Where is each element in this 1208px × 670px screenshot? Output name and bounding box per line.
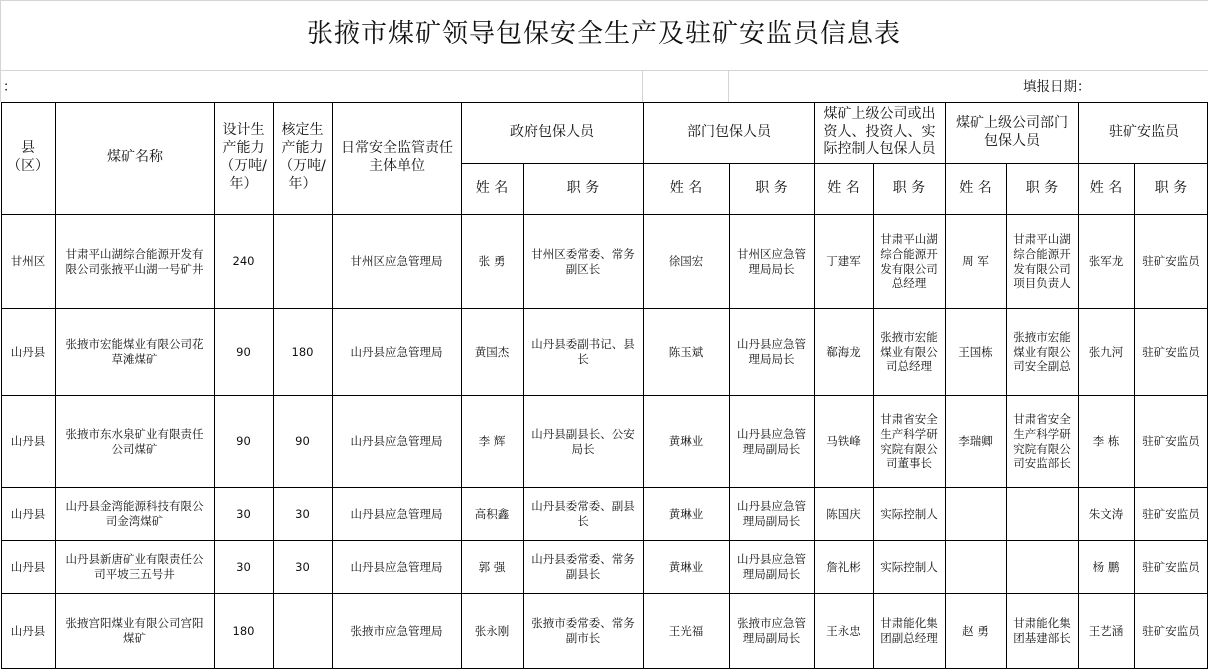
parent-name-cell: 詹礼彬	[826, 559, 861, 574]
header-position-col: 职 务	[1025, 180, 1059, 197]
dept-position-cell: 山丹县应急管理局局长	[737, 337, 806, 366]
parent-dept-name-cell: 赵 勇	[962, 623, 989, 638]
dept-name-cell: 黄琳业	[668, 559, 704, 574]
approved-capacity-cell	[275, 595, 330, 667]
fill-unit-label: ：	[3, 79, 17, 96]
resident-name-cell: 杨 鹏	[1092, 559, 1120, 574]
header-resident-group: 驻矿安监员	[1109, 123, 1179, 140]
header-name-col: 姓 名	[1089, 180, 1123, 197]
header-approved-capacity: 核定生产能力（万吨/年）	[279, 122, 326, 192]
county-cell: 山丹县	[10, 559, 46, 574]
header-gov-group: 政府包保人员	[510, 123, 594, 140]
dept-position-cell: 张掖市应急管理局副局长	[737, 616, 806, 645]
design-capacity-cell: 90	[236, 434, 251, 449]
county-cell: 甘州区	[10, 254, 46, 269]
county-cell: 山丹县	[10, 623, 46, 638]
mine-name-cell: 甘肃平山湖综合能源开发有限公司张掖平山湖一号矿井	[65, 246, 204, 276]
gov-name-cell: 高积鑫	[474, 506, 510, 521]
dept-position-cell: 山丹县应急管理局副局长	[737, 499, 806, 528]
header-design-capacity: 设计生产能力（万吨/年）	[220, 122, 267, 192]
header-supervisor-unit: 日常安全监管责任主体单位	[341, 140, 453, 174]
header-position-col: 职 务	[1154, 180, 1188, 197]
dept-position-cell: 甘州区应急管理局局长	[737, 246, 806, 276]
header-name-col: 姓 名	[827, 180, 860, 197]
gov-name-cell: 郭 强	[478, 559, 506, 574]
parent-position-cell: 甘肃能化集团副总经理	[880, 616, 938, 645]
mine-name-cell: 张掖市宏能煤业有限公司花草滩煤矿	[65, 337, 204, 366]
gov-position-cell: 甘州区委常委、常务副区长	[531, 246, 635, 276]
parent-name-cell: 陈国庆	[826, 506, 861, 521]
approved-capacity-cell: 30	[295, 506, 310, 521]
dept-name-cell: 黄琳业	[668, 506, 704, 521]
design-capacity-cell: 30	[236, 506, 251, 521]
gov-position-cell: 张掖市委常委、常务副市长	[531, 616, 635, 645]
parent-name-cell: 马铁峰	[826, 434, 861, 449]
gov-position-cell: 山丹县副县长、公安局长	[531, 426, 635, 456]
header-name-col: 姓 名	[475, 180, 509, 197]
header-dept-group: 部门包保人员	[687, 123, 771, 140]
approved-capacity-cell: 180	[291, 344, 314, 359]
parent-position-cell: 实际控制人	[880, 506, 938, 521]
gov-position-cell: 山丹县委常委、常务副县长	[531, 552, 635, 581]
page-title: 张掖市煤矿领导包保安全生产及驻矿安监员信息表	[306, 19, 901, 50]
resident-position-cell: 驻矿安监员	[1142, 344, 1200, 359]
supervisor-unit-cell: 山丹县应急管理局	[350, 506, 443, 521]
header-name-col: 姓 名	[669, 180, 703, 197]
parent-dept-position-cell	[1008, 542, 1076, 592]
header-name-col: 姓 名	[959, 180, 992, 197]
dept-name-cell: 王光福	[668, 623, 704, 638]
header-position-col: 职 务	[892, 180, 926, 197]
dept-name-cell: 黄琳业	[668, 434, 704, 449]
header-parent-dept-group: 煤矿上级公司部门包保人员	[956, 114, 1068, 149]
design-capacity-cell: 180	[232, 623, 255, 638]
resident-position-cell: 驻矿安监员	[1142, 434, 1200, 449]
parent-name-cell: 王永忠	[826, 623, 861, 638]
mine-name-cell: 张掖宫阳煤业有限公司宫阳煤矿	[65, 616, 204, 645]
mine-name-cell: 山丹县金湾能源科技有限公司金湾煤矿	[65, 499, 204, 528]
gov-name-cell: 黄国杰	[474, 344, 510, 359]
gov-name-cell: 张永刚	[474, 623, 510, 638]
resident-name-cell: 李 栋	[1092, 434, 1120, 449]
parent-dept-position-cell: 甘肃平山湖综合能源开发有限公司项目负责人	[1013, 232, 1071, 291]
parent-position-cell: 张掖市宏能煤业有限公司总经理	[880, 329, 938, 374]
header-parent-group: 煤矿上级公司或出资人、投资人、实际控制人包保人员	[823, 105, 936, 158]
supervisor-unit-cell: 甘州区应急管理局	[350, 254, 443, 269]
dept-position-cell: 山丹县应急管理局副局长	[737, 426, 806, 456]
county-cell: 山丹县	[10, 344, 46, 359]
approved-capacity-cell: 30	[295, 559, 310, 574]
fill-date-label: 填报日期：	[1023, 79, 1091, 96]
parent-dept-position-cell: 张掖市宏能煤业有限公司安全副总	[1013, 329, 1071, 374]
resident-position-cell: 驻矿安监员	[1142, 506, 1200, 521]
parent-dept-position-cell: 甘肃能化集团基建部长	[1013, 616, 1071, 645]
dept-position-cell: 山丹县应急管理局副局长	[737, 552, 806, 581]
mine-name-cell: 山丹县新唐矿业有限责任公司平坡三五号井	[65, 552, 204, 581]
parent-name-cell: 丁建军	[826, 254, 861, 269]
resident-name-cell: 朱文涛	[1088, 506, 1124, 521]
dept-name-cell: 陈玉斌	[668, 344, 704, 359]
resident-position-cell: 驻矿安监员	[1142, 559, 1200, 574]
parent-dept-name-cell	[947, 489, 1004, 539]
parent-name-cell: 郗海龙	[826, 344, 861, 359]
design-capacity-cell: 30	[236, 559, 251, 574]
parent-position-cell: 甘肃平山湖综合能源开发有限公司总经理	[880, 232, 938, 291]
parent-dept-name-cell	[947, 542, 1004, 592]
mine-name-cell: 张掖市东水泉矿业有限责任公司煤矿	[65, 426, 204, 456]
approved-capacity-cell: 90	[295, 434, 310, 449]
design-capacity-cell: 240	[232, 254, 255, 269]
header-county: 县（区）	[7, 140, 49, 174]
header-position-col: 职 务	[755, 180, 788, 197]
design-capacity-cell: 90	[236, 344, 251, 359]
parent-dept-name-cell: 王国栋	[958, 344, 993, 359]
resident-name-cell: 张九河	[1088, 344, 1124, 359]
gov-name-cell: 张 勇	[478, 254, 506, 269]
supervisor-unit-cell: 山丹县应急管理局	[350, 434, 443, 449]
resident-name-cell: 王艺涵	[1088, 623, 1124, 638]
header-position-col: 职 务	[566, 180, 600, 197]
resident-position-cell: 驻矿安监员	[1142, 623, 1200, 638]
gov-position-cell: 山丹县委常委、副县长	[531, 499, 635, 528]
supervisor-unit-cell: 山丹县应急管理局	[350, 559, 443, 574]
approved-capacity-cell	[275, 216, 330, 307]
supervisor-unit-cell: 山丹县应急管理局	[350, 344, 443, 359]
parent-dept-position-cell	[1008, 489, 1076, 539]
supervisor-unit-cell: 张掖市应急管理局	[350, 623, 443, 638]
resident-name-cell: 张军龙	[1088, 254, 1124, 269]
parent-dept-name-cell: 李瑞卿	[958, 434, 993, 449]
dept-name-cell: 徐国宏	[668, 254, 704, 269]
gov-position-cell: 山丹县委副书记、县长	[531, 337, 635, 366]
parent-position-cell: 实际控制人	[880, 559, 938, 574]
resident-position-cell: 驻矿安监员	[1142, 254, 1200, 269]
parent-dept-name-cell: 周 军	[962, 254, 989, 269]
parent-position-cell: 甘肃省安全生产科学研究院有限公司董事长	[880, 412, 938, 471]
header-mine-name: 煤矿名称	[107, 149, 163, 166]
county-cell: 山丹县	[10, 506, 46, 521]
county-cell: 山丹县	[10, 434, 46, 449]
parent-dept-position-cell: 甘肃省安全生产科学研究院有限公司安监部长	[1013, 412, 1071, 471]
gov-name-cell: 李 辉	[478, 434, 506, 449]
